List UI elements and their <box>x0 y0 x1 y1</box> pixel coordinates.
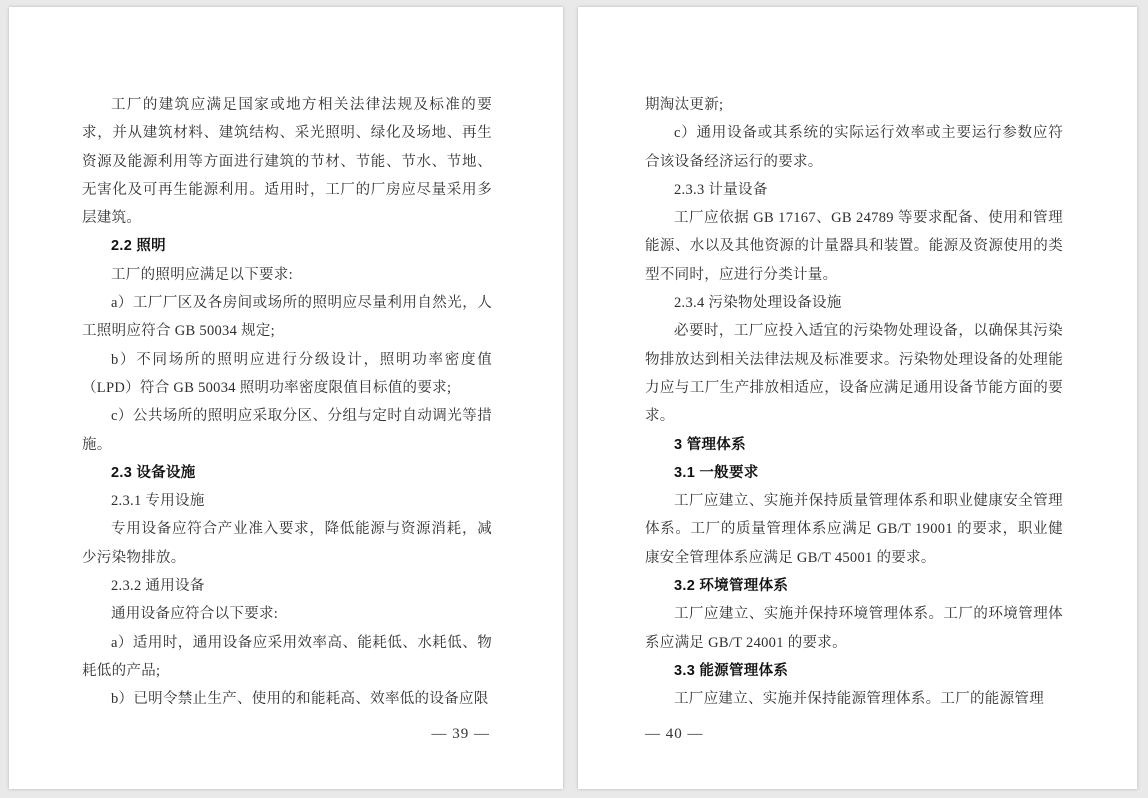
section-subheading: 2.3.2 通用设备 <box>111 578 205 595</box>
section-subheading: 2.3.1 专用设施 <box>111 493 205 510</box>
paragraph: 期淘汰更新; <box>645 97 724 113</box>
paragraph: 工厂的照明应满足以下要求: <box>111 266 293 283</box>
section-heading: 2.3 设备设施 <box>111 464 196 481</box>
paragraph: b）已明令禁止生产、使用的和能耗高、效率低的设备应限 <box>111 691 489 708</box>
paragraph: a）适用时，通用设备应采用效率高、能耗低、水耗低、物耗低的产品; <box>82 634 492 679</box>
section-subheading: 2.3.3 计量设备 <box>674 181 768 198</box>
paragraph: c）公共场所的照明应采取分区、分组与定时自动调光等措施。 <box>82 408 492 453</box>
page-39 <box>9 7 563 789</box>
paragraph: c）通用设备或其系统的实际运行效率或主要运行参数应符合该设备经济运行的要求。 <box>645 125 1063 170</box>
page-39-content <box>82 91 492 714</box>
paragraph: 必要时，工厂应投入适宜的污染物处理设备，以确保其污染物排放达到相关法律法规及标准要求。污染物处理设备的处理能力应与工厂生产排放相适应，设备应满足通用设备节能方面的要求。 <box>645 323 1063 425</box>
paragraph: a）工厂厂区及各房间或场所的照明应尽量利用自然光，人工照明应符合 GB 50034 规定; <box>82 295 492 340</box>
paragraph: 专用设备应符合产业准入要求，降低能源与资源消耗，减少污染物排放。 <box>82 521 492 566</box>
paragraph: 工厂应建立、实施并保持环境管理体系。工厂的环境管理体系应满足 GB/T 24001 的要求。 <box>645 606 1063 651</box>
section-heading: 2.2 照明 <box>111 238 166 255</box>
page-39-number: — 39 — <box>431 726 490 742</box>
section-heading: 3.3 能源管理体系 <box>674 662 789 679</box>
paragraph: 工厂应建立、实施并保持能源管理体系。工厂的能源管理 <box>674 691 1044 708</box>
paragraph: 工厂应依据 GB 17167、GB 24789 等要求配备、使用和管理能源、水以及其他资源的计量器具和装置。能源及资源使用的类型不同时，应进行分类计量。 <box>645 210 1063 283</box>
section-heading: 3.1 一般要求 <box>674 464 759 481</box>
paragraph: b）不同场所的照明应进行分级设计，照明功率密度值（LPD）符合 GB 50034 照明功率密度限值目标值的要求; <box>82 351 492 396</box>
page-40 <box>578 7 1137 789</box>
section-heading: 3.2 环境管理体系 <box>674 578 789 595</box>
paragraph: 工厂应建立、实施并保持质量管理体系和职业健康安全管理体系。工厂的质量管理体系应满足 GB/T 19001 的要求，职业健康安全管理体系应满足 GB/T 45001 的要求。 <box>645 493 1063 566</box>
section-heading: 3 管理体系 <box>674 436 746 453</box>
page-40-content <box>645 91 1063 714</box>
paragraph: 工厂的建筑应满足国家或地方相关法律法规及标准的要求，并从建筑材料、建筑结构、采光照明、绿化及场地、再生资源及能源利用等方面进行建筑的节材、节能、节水、节地、无害化及可再生能源利用。适用时，工厂的厂房应尽量采用多层建筑。 <box>82 97 492 227</box>
paragraph: 通用设备应符合以下要求: <box>111 606 279 623</box>
section-subheading: 2.3.4 污染物处理设备设施 <box>674 295 842 312</box>
page-40-number: — 40 — <box>645 726 704 742</box>
